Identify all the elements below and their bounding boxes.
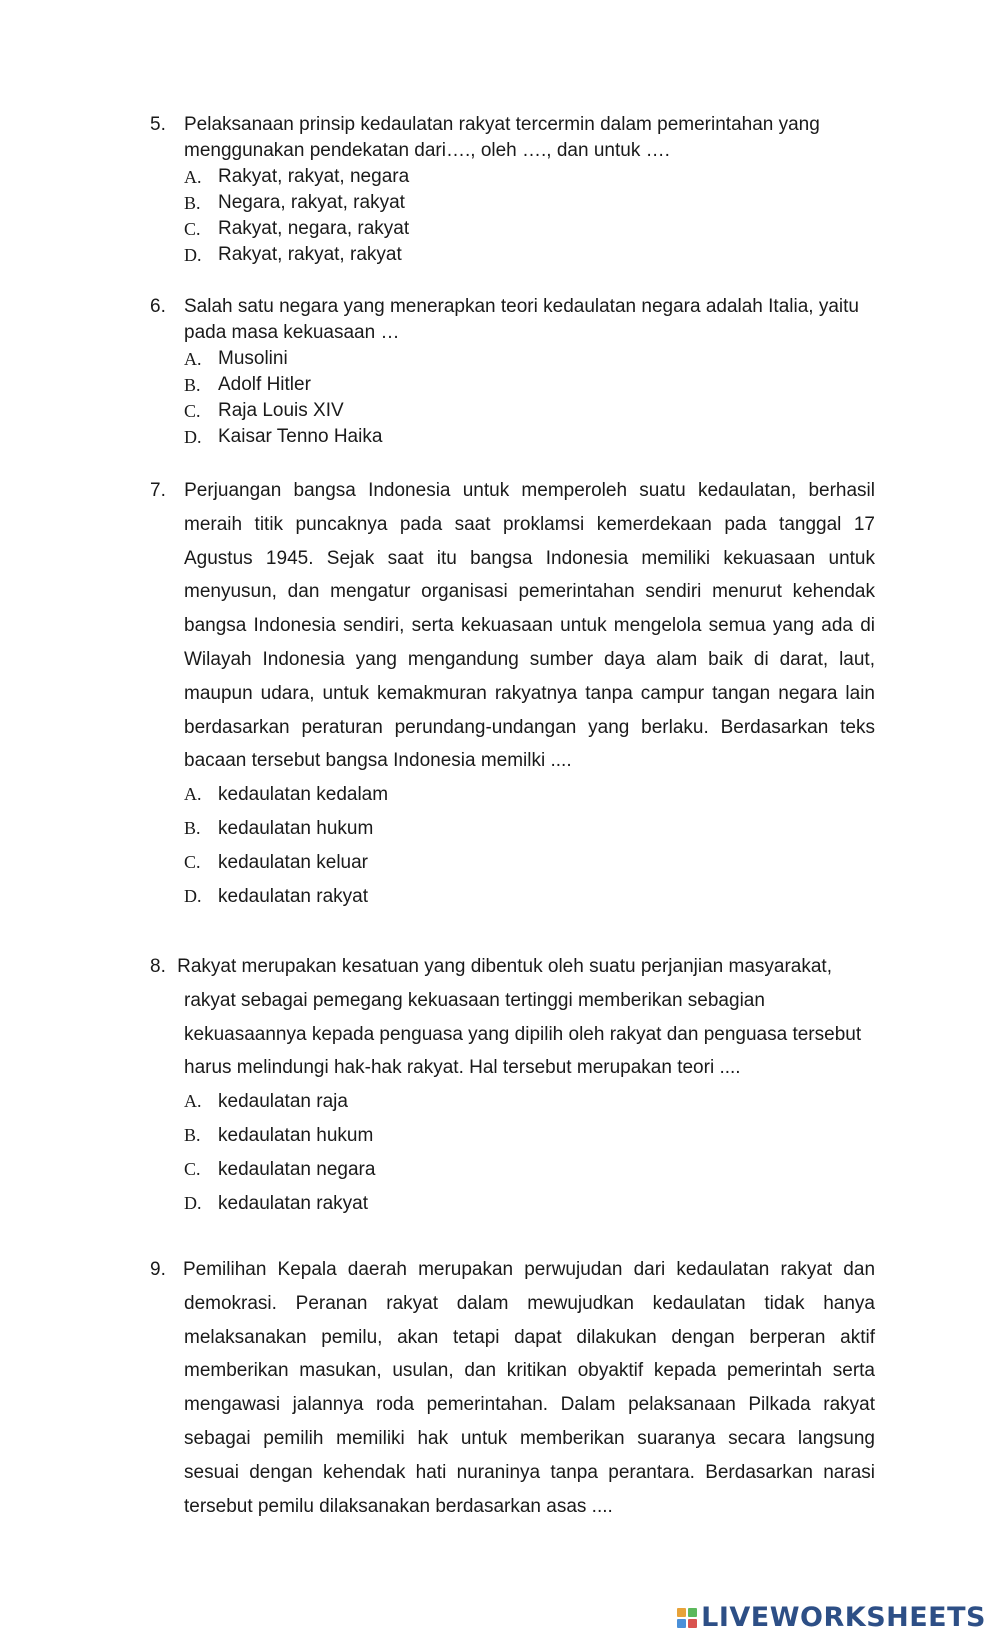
question-7 xyxy=(150,474,875,913)
option-text: Adolf Hitler xyxy=(218,374,311,395)
option-b[interactable] xyxy=(150,372,875,398)
option-letter: C. xyxy=(184,1158,201,1179)
question-6 xyxy=(150,294,875,450)
option-text: kedaulatan negara xyxy=(218,1158,376,1180)
option-c[interactable] xyxy=(150,846,875,880)
question-number: 9. xyxy=(150,1259,166,1280)
option-letter: A. xyxy=(184,167,202,187)
option-letter: B. xyxy=(184,375,201,395)
option-text: Negara, rakyat, rakyat xyxy=(218,192,405,213)
question-8 xyxy=(150,950,875,1220)
option-text: Raja Louis XIV xyxy=(218,400,344,421)
option-letter: D. xyxy=(184,1192,202,1213)
option-c[interactable] xyxy=(150,216,875,242)
option-text: Kaisar Tenno Haika xyxy=(218,426,383,447)
question-5 xyxy=(150,112,875,268)
option-letter: D. xyxy=(184,885,202,906)
option-text: kedaulatan raja xyxy=(218,1091,348,1113)
question-number: 8. xyxy=(150,956,166,977)
option-d[interactable] xyxy=(150,242,875,268)
option-letter: B. xyxy=(184,1124,201,1145)
option-text: kedaulatan hukum xyxy=(218,1124,374,1146)
option-letter: C. xyxy=(184,401,201,421)
option-text: kedaulatan hukum xyxy=(218,817,374,839)
question-9 xyxy=(150,1253,875,1523)
option-letter: B. xyxy=(184,817,201,838)
option-a[interactable] xyxy=(150,164,875,190)
option-a[interactable] xyxy=(150,1085,875,1119)
question-number: 7. xyxy=(150,480,166,501)
option-letter: D. xyxy=(184,245,202,265)
question-stem: Pemilihan Kepala daerah merupakan perwujudan dari kedaulatan rakyat dan demokrasi. Peranan rakyat dalam mewujudkan kedaulatan tidak hanya melaksanakan pemilu, akan tetapi dapat dilakukan dengan berperan aktif memberikan masukan, usulan, dan kritikan obyaktif kepada pemerintah serta mengawasi jalannya roda pemerintahan. Dalam pelaksanaan Pilkada rakyat sebagai pemilih memiliki hak untuk memberikan suaranya secara langsung sesuai dengan kehendak hati nuraninya tanpa perantara. Berdasarkan narasi tersebut pemilu dilaksanakan berdasarkan asas .... xyxy=(182,1259,876,1517)
option-text: kedaulatan keluar xyxy=(218,851,368,873)
question-stem: Rakyat merupakan kesatuan yang dibentuk oleh suatu perjanjian masyarakat, rakyat sebagai pemegang kekuasaan tertinggi memberikan sebagian kekuasaannya kepada penguasa yang dipilih oleh rakyat dan penguasa tersebut harus melindungi hak-hak rakyat. Hal tersebut merupakan teori .... xyxy=(177,956,862,1079)
option-letter: C. xyxy=(184,851,201,872)
question-stem: Pelaksanaan prinsip kedaulatan rakyat tercermin dalam pemerintahan yang menggunakan pendekatan dari…., oleh …., dan untuk …. xyxy=(184,114,820,161)
option-d[interactable] xyxy=(150,1187,875,1221)
option-text: kedaulatan rakyat xyxy=(218,885,368,907)
question-number: 5. xyxy=(150,114,166,135)
option-text: Rakyat, negara, rakyat xyxy=(218,218,410,239)
option-d[interactable] xyxy=(150,424,875,450)
option-a[interactable] xyxy=(150,346,875,372)
option-letter: B. xyxy=(184,193,201,213)
option-text: Musolini xyxy=(218,348,288,369)
option-letter: A. xyxy=(184,1091,202,1112)
option-text: Rakyat, rakyat, rakyat xyxy=(218,244,402,265)
option-b[interactable] xyxy=(150,190,875,216)
option-c[interactable] xyxy=(150,1153,875,1187)
option-c[interactable] xyxy=(150,398,875,424)
option-b[interactable] xyxy=(150,812,875,846)
question-stem: Salah satu negara yang menerapkan teori kedaulatan negara adalah Italia, yaitu pada masa kekuasaan … xyxy=(184,296,859,343)
liveworksheets-watermark xyxy=(677,1602,986,1633)
option-text: Rakyat, rakyat, negara xyxy=(218,166,410,187)
option-letter: D. xyxy=(184,427,202,447)
option-text: kedaulatan rakyat xyxy=(218,1192,368,1214)
option-letter: C. xyxy=(184,219,201,239)
watermark-text: LIVEWORKSHEETS xyxy=(701,1602,986,1633)
liveworksheets-logo-icon xyxy=(677,1608,697,1628)
question-stem: Perjuangan bangsa Indonesia untuk memperoleh suatu kedaulatan, berhasil meraih titik puncaknya pada saat proklamsi kemerdekaan pada tanggal 17 Agustus 1945. Sejak saat itu bangsa Indonesia memiliki kekuasaan untuk menyusun, dan mengatur organisasi pemerintahan sendiri menurut kehendak bangsa Indonesia sendiri, serta kekuasaan untuk mengelola semua yang ada di Wilayah Indonesia yang mengandung sumber daya alam baik di darat, laut, maupun udara, untuk kemakmuran rakyatnya tanpa campur tangan negara lain berdasarkan peraturan perundang-undangan yang berlaku. Berdasarkan teks bacaan tersebut bangsa Indonesia memilki .... xyxy=(184,480,875,772)
option-a[interactable] xyxy=(150,778,875,812)
option-letter: A. xyxy=(184,784,202,805)
option-letter: A. xyxy=(184,349,202,369)
question-number: 6. xyxy=(150,296,166,317)
option-text: kedaulatan kedalam xyxy=(218,784,389,806)
option-b[interactable] xyxy=(150,1119,875,1153)
option-d[interactable] xyxy=(150,880,875,914)
